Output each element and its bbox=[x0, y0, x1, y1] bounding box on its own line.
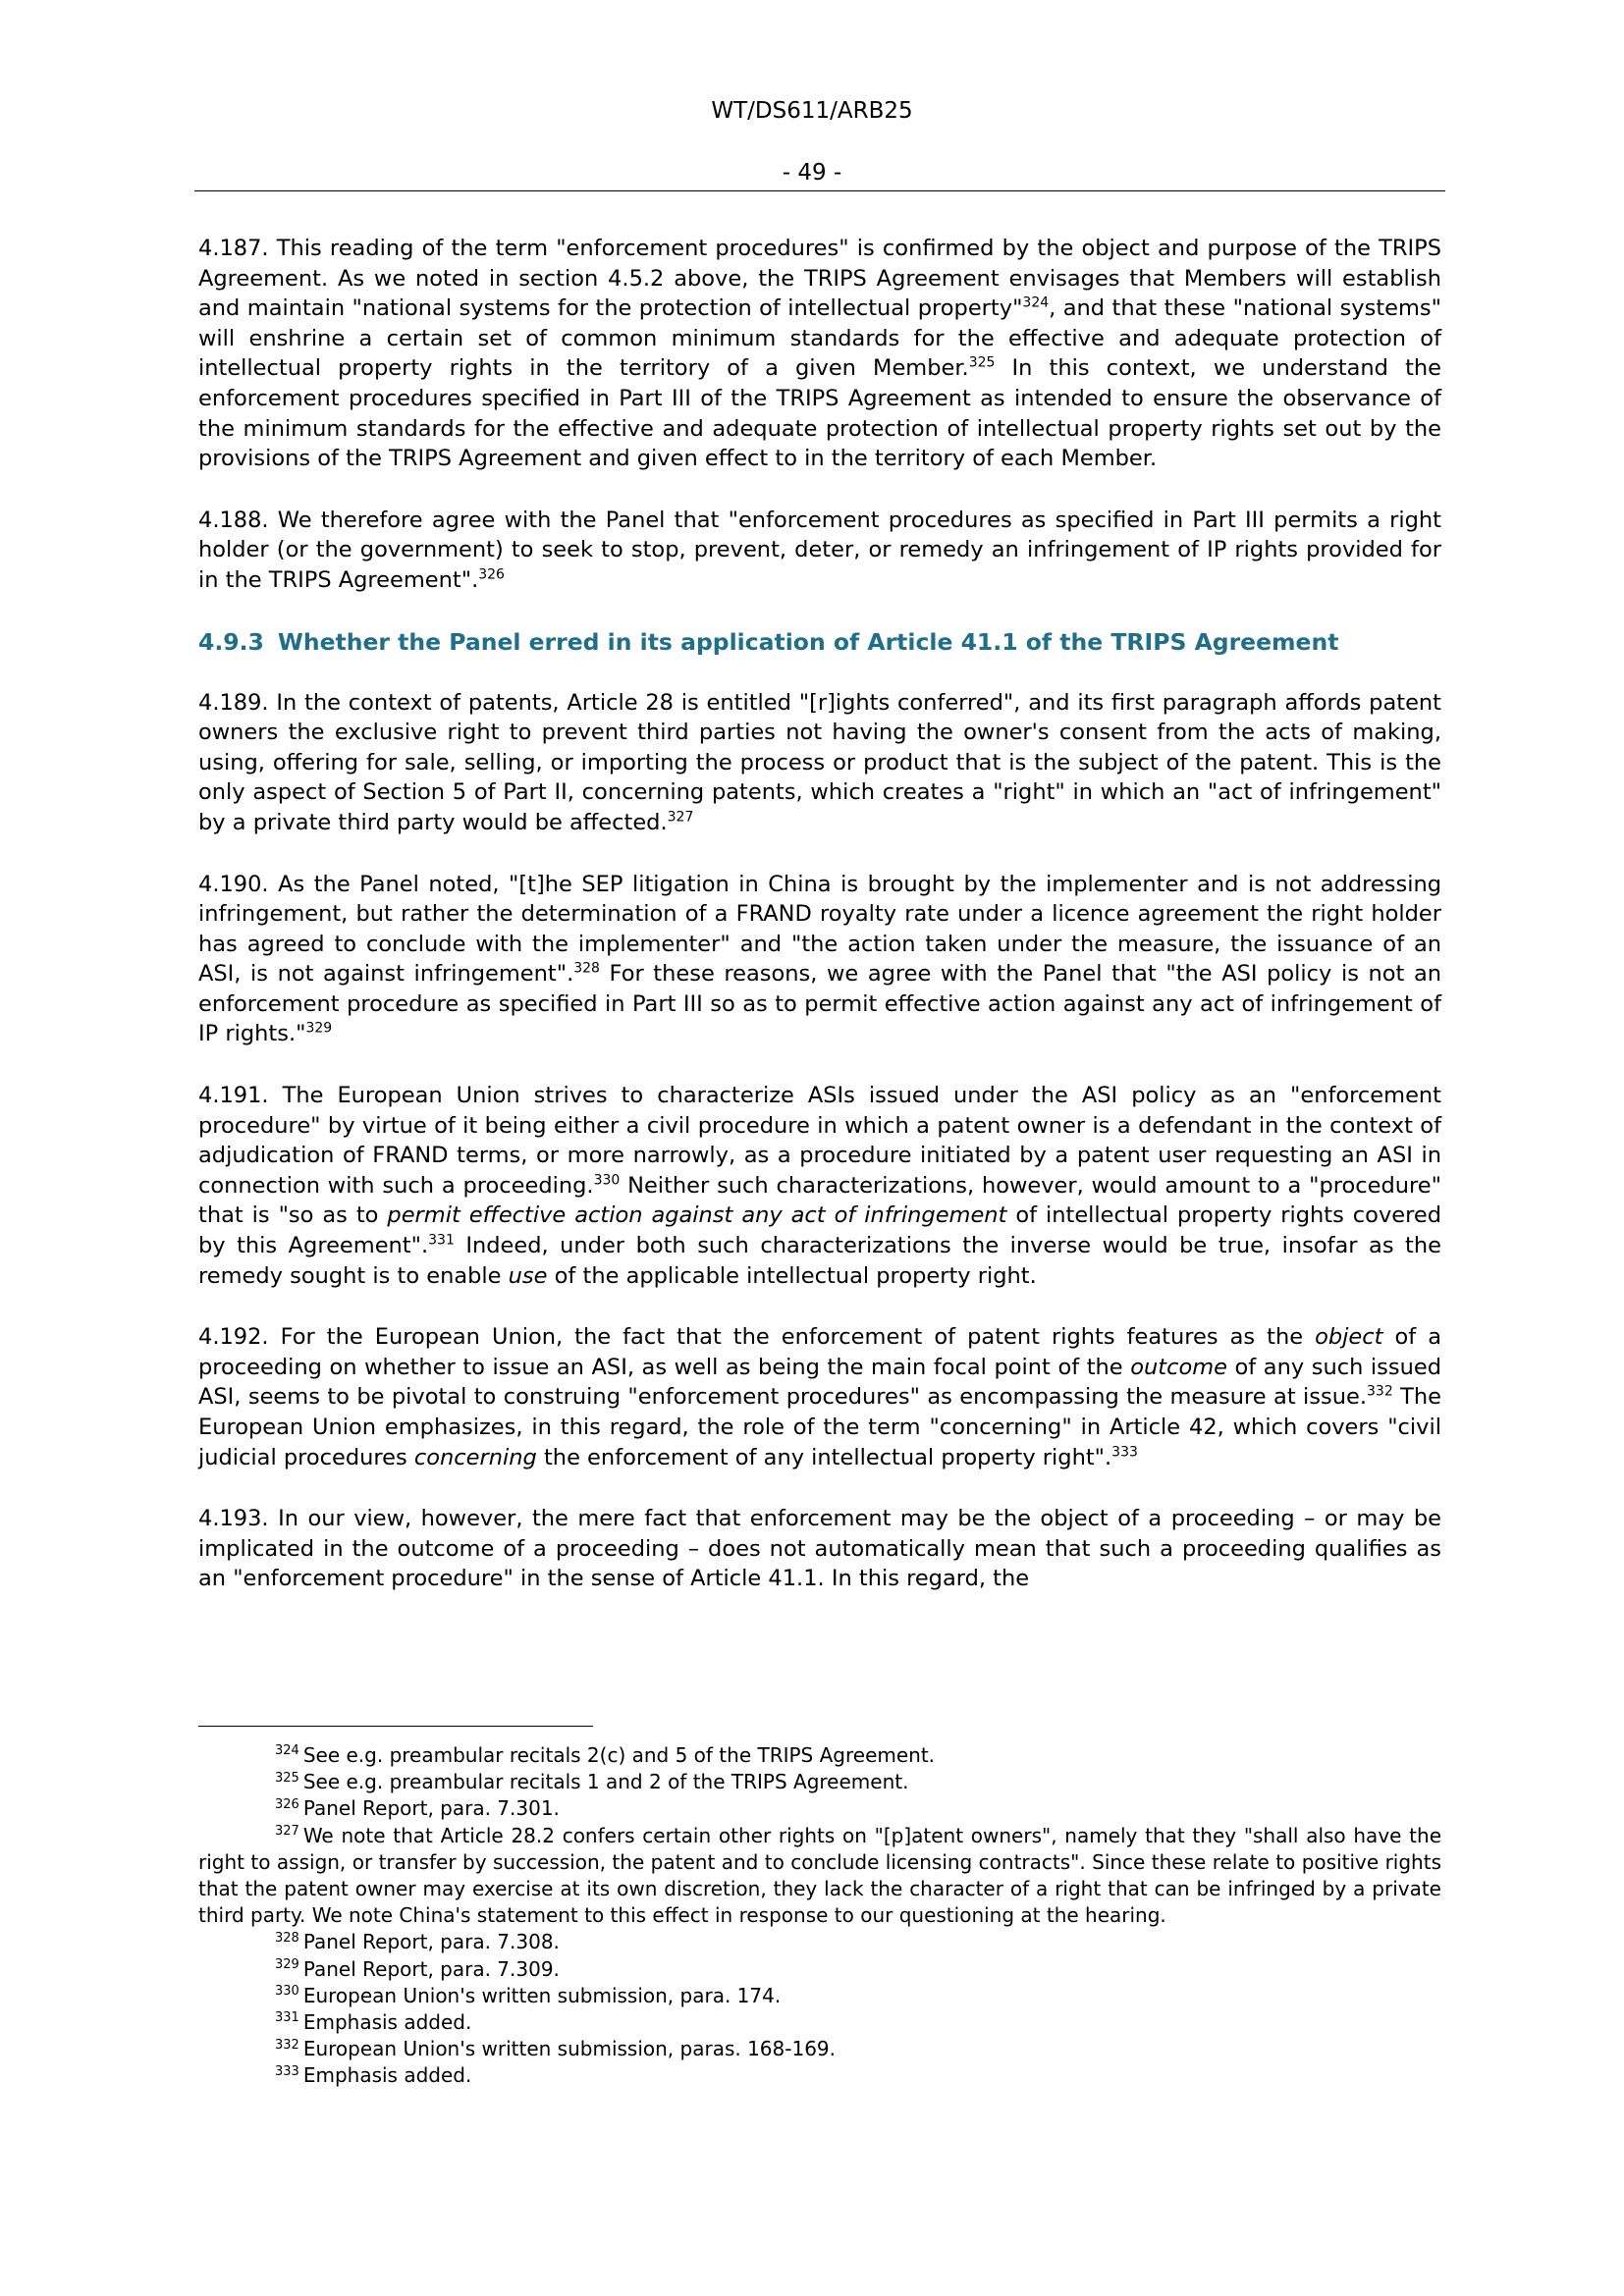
paragraph-text: Neither such characterizations, however, would amount to a "procedure" that is "so as to bbox=[198, 1172, 1441, 1229]
paragraph-text: the enforcement of any intellectual property right". bbox=[536, 1444, 1112, 1470]
footnote-324 bbox=[198, 1742, 1441, 1769]
paragraph-text: For the European Union, the fact that the enforcement of patent rights features as the bbox=[268, 1324, 1316, 1351]
section-title: Whether the Panel erred in its application of Article 41.1 of the TRIPS Agreement bbox=[277, 627, 1339, 656]
footnote-ref[interactable]: 324 bbox=[1022, 294, 1050, 311]
footnote-text: European Union's written submission, paras. 168-169. bbox=[302, 2037, 837, 2061]
footnote-number: 327 bbox=[275, 1823, 299, 1839]
footnote-text: See e.g. preambular recitals 2(c) and 5 of the TRIPS Agreement. bbox=[302, 1743, 936, 1767]
footnote-332 bbox=[198, 2036, 1441, 2062]
footnote-text: Panel Report, para. 7.301. bbox=[302, 1796, 560, 1821]
footnote-number: 328 bbox=[275, 1930, 299, 1946]
footnotes-section bbox=[198, 1742, 1441, 2090]
paragraph-number: 4.189. bbox=[198, 689, 269, 716]
paragraph-text: of intellectual property rights covered by this Agreement". bbox=[198, 1202, 1441, 1259]
paragraph-text: In our view, however, the mere fact that enforcement may be the object of a proceeding – or may be implicated in the outcome of a proceeding – does not automatically mean that such a proceeding qualifies as an "enforcement procedure" in the sense of Article 41.1. In this regard, the bbox=[198, 1506, 1441, 1592]
paragraph-text: The European Union strives to characterize ASIs issued under the ASI policy as an "enforcement procedure" by virtue of it being either a civil procedure in which a patent owner is a defendant in the context of adjudication of FRAND terms, or more narrowly, as a procedure initiated by a patent user requesting an ASI in connection with such a proceeding. bbox=[198, 1083, 1441, 1199]
footnote-ref[interactable]: 333 bbox=[1111, 1444, 1138, 1461]
footnote-number: 324 bbox=[275, 1743, 299, 1759]
paragraph-number: 4.188. bbox=[198, 507, 269, 533]
footnote-330 bbox=[198, 1983, 1441, 2009]
paragraph-4-191 bbox=[198, 1081, 1441, 1291]
footnote-ref[interactable]: 332 bbox=[1367, 1383, 1393, 1400]
footnote-text: Panel Report, para. 7.308. bbox=[302, 1930, 560, 1954]
paragraph-number: 4.192. bbox=[198, 1324, 269, 1351]
paragraph-4-190 bbox=[198, 870, 1441, 1050]
footnote-text: We note that Article 28.2 confers certain other rights on "[p]atent owners", namely that they "shall also have the right to assign, or transfer by succession, the patent and to conclude licensing contracts". Since these relate to positive rights that the patent owner may exercise at its own discretion, they lack the character of a right that can be infringed by a private third party. We note China's statement to this effect in response to our questioning at the hearing. bbox=[198, 1823, 1441, 1928]
paragraph-text: , and that these "national systems" will enshrine a certain set of common minimum standards for the effective and adequate protection of intellectual property rights in the territory of a given Member. bbox=[198, 295, 1441, 382]
paragraph-number: 4.191. bbox=[198, 1083, 269, 1109]
paragraph-text: This reading of the term "enforcement procedures" is confirmed by the object and purpose of the TRIPS Agreement. As we noted in section 4.5.2 above, the TRIPS Agreement envisages that Members will establish and maintain "national systems for the protection of intellectual property" bbox=[198, 236, 1441, 322]
footnote-number: 333 bbox=[275, 2063, 299, 2079]
paragraph-text: In this context, we understand the enforcement procedures specified in Part III of the TRIPS Agreement as intended to ensure the observance of the minimum standards for the effective and adequate protection of intellectual property rights set out by the provisions of the TRIPS Agreement and given effect to in the territory of each Member. bbox=[198, 355, 1441, 472]
footnote-ref[interactable]: 325 bbox=[968, 354, 996, 371]
footnote-number: 331 bbox=[275, 2010, 299, 2026]
paragraph-text: In the context of patents, Article 28 is entitled "[r]ights conferred", and its first paragraph affords patent owners the exclusive right to prevent third parties not having the owner's consent from the acts of making, using, offering for sale, selling, or importing the process or product that is the subject of the patent. This is the only aspect of Section 5 of Part II, concerning patents, which creates a "right" in which an "act of infringement" by a private third party would be affected. bbox=[198, 689, 1441, 835]
footnote-text: Emphasis added. bbox=[302, 2063, 472, 2088]
paragraph-number: 4.193. bbox=[198, 1506, 269, 1532]
emphasis-text: use bbox=[508, 1262, 548, 1289]
footnote-ref[interactable]: 326 bbox=[478, 566, 505, 583]
footnote-number: 329 bbox=[275, 1956, 299, 1972]
footnote-329 bbox=[198, 1956, 1441, 1983]
section-heading bbox=[198, 627, 1441, 657]
footnote-328 bbox=[198, 1929, 1441, 1955]
paragraph-4-193 bbox=[198, 1504, 1441, 1594]
paragraph-text: We therefore agree with the Panel that "enforcement procedures as specified in Part III permits a right holder (or the government) to seek to stop, prevent, deter, or remedy an infringement of IP rights provided for in the TRIPS Agreement". bbox=[198, 507, 1441, 593]
emphasis-text: concerning bbox=[413, 1444, 537, 1470]
document-symbol: WT/DS611/ARB25 bbox=[711, 98, 913, 124]
paragraph-text: The European Union emphasizes, in this regard, the role of the term "concerning" in Article 42, which covers "civil judicial procedures bbox=[198, 1384, 1442, 1470]
footnote-number: 325 bbox=[275, 1770, 299, 1786]
paragraph-4-192 bbox=[198, 1322, 1441, 1472]
paragraph-text: For these reasons, we agree with the Panel that "the ASI policy is not an enforcement procedure as specified in Part III so as to permit effective action against any act of infringement of IP rights." bbox=[198, 961, 1441, 1047]
footnote-text: Emphasis added. bbox=[302, 2010, 472, 2035]
paragraph-4-188 bbox=[198, 506, 1441, 596]
section-number: 4.9.3 bbox=[198, 627, 264, 656]
footnote-text: Panel Report, para. 7.309. bbox=[302, 1956, 560, 1981]
paragraph-text: Indeed, under both such characterizations the inverse would be true, insofar as the remedy sought is to enable bbox=[198, 1233, 1441, 1289]
document-body bbox=[198, 234, 1441, 1626]
paragraph-text: of any such issued ASI, seems to be pivotal to construing "enforcement procedures" as encompassing the measure at issue. bbox=[198, 1354, 1442, 1411]
header-rule bbox=[194, 190, 1445, 191]
footnote-number: 330 bbox=[275, 1984, 299, 2000]
footnote-325 bbox=[198, 1769, 1441, 1795]
paragraph-text: of the applicable intellectual property right. bbox=[547, 1262, 1037, 1289]
footnote-text: See e.g. preambular recitals 1 and 2 of the TRIPS Agreement. bbox=[302, 1770, 909, 1794]
footnote-331 bbox=[198, 2009, 1441, 2036]
paragraph-text: of a proceeding on whether to issue an ASI, as well as being the main focal point of the bbox=[198, 1324, 1442, 1380]
footnote-ref[interactable]: 329 bbox=[305, 1020, 333, 1037]
page-number: - 49 - bbox=[782, 160, 842, 186]
paragraph-4-189 bbox=[198, 688, 1441, 838]
emphasis-text: permit effective action against any act of infringement bbox=[387, 1202, 1007, 1229]
footnote-number: 332 bbox=[275, 2037, 299, 2053]
footnote-326 bbox=[198, 1795, 1441, 1822]
footnote-ref[interactable]: 330 bbox=[593, 1172, 621, 1189]
emphasis-text: object bbox=[1315, 1324, 1383, 1351]
footnote-333 bbox=[198, 2062, 1441, 2089]
footnote-text: European Union's written submission, para. 174. bbox=[302, 1983, 782, 2007]
footnote-ref[interactable]: 328 bbox=[573, 960, 600, 977]
paragraph-4-187 bbox=[198, 234, 1441, 474]
footnote-ref[interactable]: 327 bbox=[667, 809, 694, 826]
footnote-separator bbox=[198, 1726, 593, 1727]
paragraph-number: 4.187. bbox=[198, 236, 269, 261]
paragraph-text: As the Panel noted, "[t]he SEP litigation in China is brought by the implementer and is not addressing infringement, but rather the determination of a FRAND royalty rate under a licence agreement the right holder has agreed to conclude with the implementer" and "the action taken under the measure, the issuance of an ASI, is not against infringement". bbox=[198, 871, 1441, 988]
footnote-number: 326 bbox=[275, 1796, 299, 1812]
footnote-ref[interactable]: 331 bbox=[428, 1232, 455, 1249]
footnote-327 bbox=[198, 1823, 1441, 1930]
emphasis-text: outcome bbox=[1130, 1354, 1227, 1380]
paragraph-number: 4.190. bbox=[198, 871, 269, 897]
